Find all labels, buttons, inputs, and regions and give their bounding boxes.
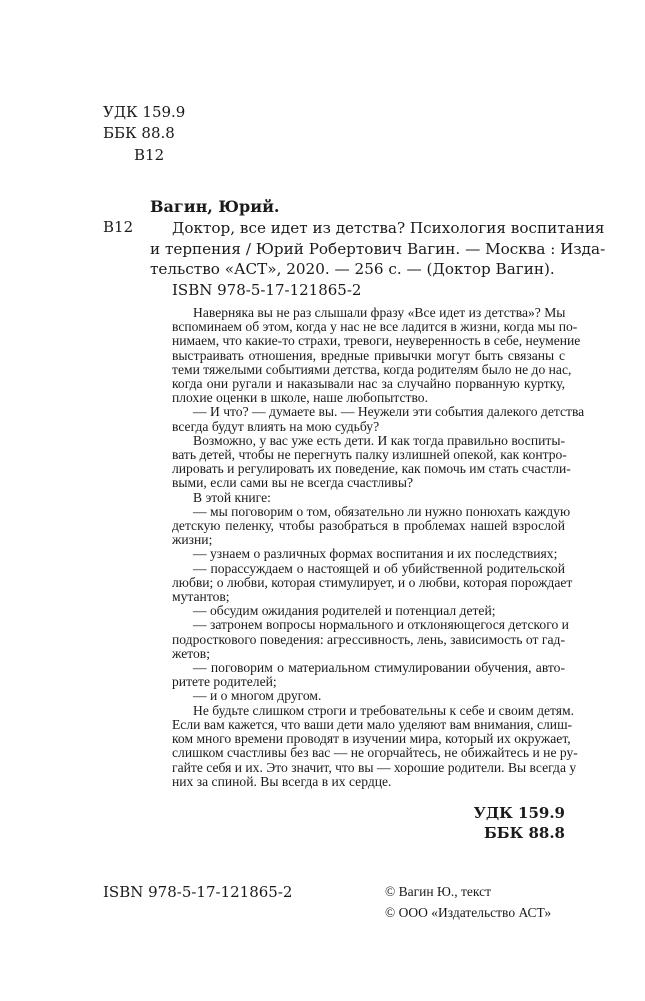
- entry-author-mark: В12: [103, 218, 134, 236]
- annotation-paragraph: [172, 617, 569, 661]
- annotation-line: Если вам кажется, что ваши дети мало уделяют вам внимания, слиш-: [172, 716, 573, 732]
- copyright-author: © Вагин Ю., текст: [385, 884, 491, 899]
- annotation-paragraph: [172, 689, 565, 703]
- annotation-line: — узнаем о различных формах воспитания и их последствиях;: [193, 546, 558, 562]
- footer-isbn: ISBN 978-5-17-121865-2: [103, 883, 293, 901]
- annotation-line: лировать и регулировать их поведение, как помочь им стать счастли-: [172, 461, 571, 477]
- annotation-line: жетов;: [172, 645, 210, 661]
- annotation-line: вспоминаем об этом, когда у нас не все ладится в жизни, когда мы по-: [172, 319, 578, 335]
- annotation-line: — затронем вопросы нормального и отклоняющегося детского и: [193, 617, 569, 633]
- annotation-paragraph: [172, 503, 571, 548]
- annotation-line: всегда будут влиять на мою судьбу?: [172, 418, 380, 434]
- annotation-line: Возможно, у вас уже есть дети. И как тогда правильно воспиты-: [193, 432, 565, 448]
- author-mark: В12: [134, 146, 165, 164]
- bottom-udk-code: УДК 159.9: [473, 804, 565, 822]
- annotation-line: них за спиной. Вы всегда в их сердце.: [172, 773, 392, 789]
- annotation-line: ритете родителей;: [172, 674, 277, 690]
- annotation-line: — и о многом другом.: [193, 688, 322, 704]
- annotation-line: — порассуждаем о настоящей и об убийственной родительской: [193, 560, 565, 576]
- annotation-paragraph: [172, 432, 571, 491]
- bbk-code: ББК 88.8: [103, 124, 175, 142]
- annotation-line: выми, если сами вы не всегда счастливы?: [172, 475, 413, 491]
- isbn: ISBN 978-5-17-121865-2: [172, 281, 362, 299]
- annotation-line: — И что? — думаете вы. — Неужели эти события далекого детства: [193, 404, 585, 420]
- annotation-line: жизни;: [172, 532, 213, 548]
- annotation-line: Наверняка вы не раз слышали фразу «Все идет из детства»? Мы: [193, 305, 566, 320]
- annotation-line: — мы поговорим о том, обязательно ли нужно понюхать каждую: [193, 503, 571, 519]
- annotation-line: — поговорим о материальном стимулировании обучения, авто-: [193, 660, 565, 676]
- author-name: Вагин, Юрий.: [150, 197, 280, 216]
- annotation-line: мутантов;: [172, 589, 230, 605]
- bottom-bbk-code: ББК 88.8: [483, 824, 565, 842]
- annotation-paragraph: [172, 404, 585, 434]
- annotation-paragraph: [172, 547, 565, 561]
- annotation-paragraph: [172, 661, 565, 689]
- annotation-line: — обсудим ожидания родителей и потенциал детей;: [193, 603, 496, 619]
- annotation-line: теми тяжелыми событиями детства, когда родителям было не до нас,: [172, 361, 572, 377]
- annotation-line: детскую пеленку, чтобы разобраться в проблемах нашей взрослой: [172, 518, 565, 534]
- annotation-line: когда они ругали и наказывали нас за случайно порванную куртку,: [172, 376, 565, 392]
- annotation-paragraph: [172, 604, 565, 618]
- annotation-line: Не будьте слишком строги и требовательны к себе и своим детям.: [193, 702, 575, 718]
- annotation-line: подросткового поведения: агрессивность, лень, зависимость от гад-: [172, 631, 565, 647]
- annotation-paragraph: [172, 702, 578, 789]
- annotation-line: В этой книге:: [193, 489, 271, 505]
- description-line: тельство «АСТ», 2020. — 256 с. — (Доктор Вагин).: [150, 260, 555, 278]
- annotation-line: гайте себя и их. Это значит, что вы — хорошие родители. Вы всегда у: [172, 759, 577, 775]
- annotation-line: плохие оценки в школе, наше любопытство.: [172, 390, 428, 406]
- annotation-line: вать детей, чтобы не перегнуть палку излишней опекой, как контро-: [172, 447, 567, 463]
- description-line: и терпения / Юрий Робертович Вагин. — Москва : Изда-: [150, 239, 606, 258]
- copyright-publisher: © ООО «Издательство АСТ»: [385, 905, 552, 920]
- annotation-line: слишком счастливы без вас — не огорчайтесь, не обижайтесь и не ру-: [172, 745, 578, 761]
- annotation: [172, 305, 585, 789]
- annotation-paragraph: [172, 560, 573, 605]
- annotation-line: любви; о любви, которая стимулирует, и о любви, которая порождает: [172, 574, 573, 590]
- annotation-paragraph: [172, 491, 565, 505]
- bibliographic-description: [150, 218, 606, 280]
- annotation-line: выстраивать отношения, вредные привычки могут быть связаны с: [172, 347, 565, 363]
- description-line: Доктор, все идет из детства? Психология воспитания: [172, 219, 605, 237]
- annotation-line: нимаем, что какие-то страхи, тревоги, неуверенность в себе, неумение: [172, 333, 581, 349]
- annotation-line: ком много времени проводят в изучении мира, который их окружает,: [172, 731, 571, 747]
- annotation-paragraph: [172, 305, 581, 406]
- udk-code: УДК 159.9: [103, 103, 186, 121]
